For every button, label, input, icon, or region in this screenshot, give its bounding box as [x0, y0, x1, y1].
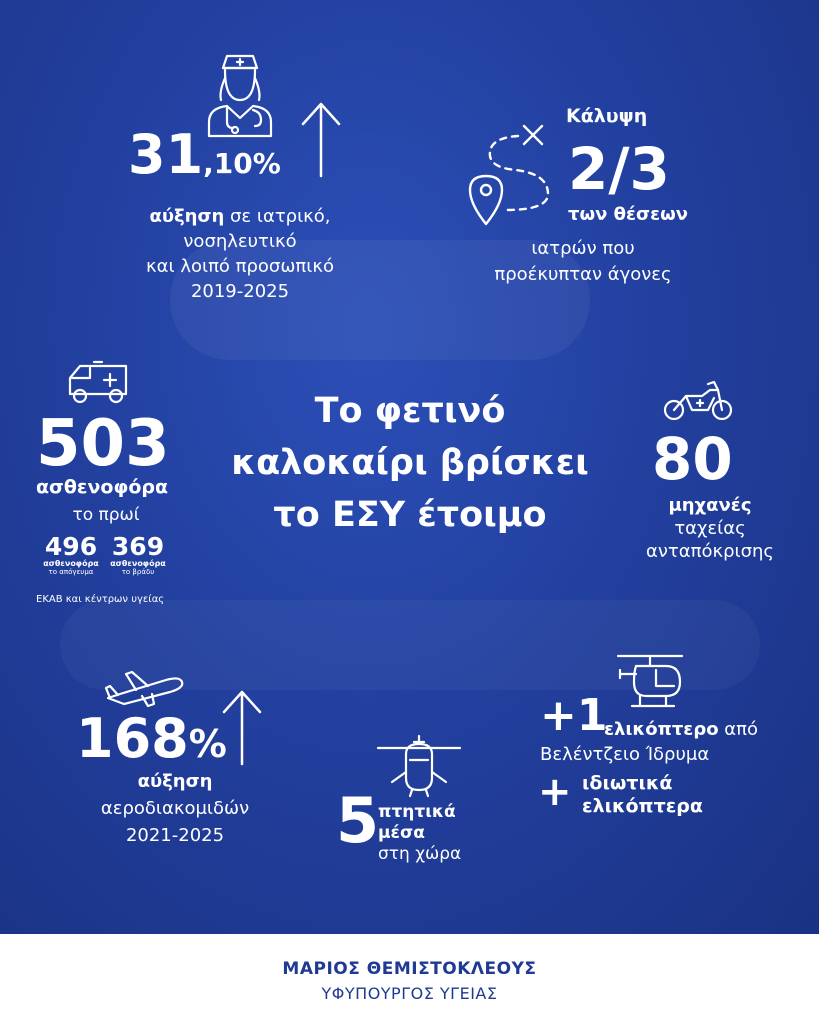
footer-name: ΜΑΡΙΟΣ ΘΕΜΙΣΤΟΚΛΕΟΥΣ — [282, 959, 537, 979]
coverage-caption: ιατρών που προέκυπταν άγονες — [494, 238, 672, 285]
motorbike-number: 80 — [652, 425, 733, 493]
ambulance-icon — [64, 360, 132, 406]
motorbike-caption: μηχανές ταχείας ανταπόκρισης — [646, 495, 774, 562]
footer-role: ΥΦΥΠΟΥΡΓΟΣ ΥΓΕΙΑΣ — [321, 984, 498, 1003]
ambulance-number: 503 — [36, 407, 170, 481]
nurse-icon — [205, 52, 275, 140]
ambulance-note: ΕΚΑΒ και κέντρων υγείας — [36, 594, 165, 605]
coverage-sub: των θέσεων — [568, 204, 688, 225]
motorbike-icon — [662, 378, 734, 424]
private-helicopters: ιδιωτικά ελικόπτερα — [582, 772, 703, 817]
arrow-up-icon — [299, 100, 343, 178]
airplane-icon — [104, 668, 186, 708]
airlift-caption: αύξηση αεροδιακομιδών 2021-2025 — [100, 771, 250, 846]
coverage-title: Κάλυψη — [566, 105, 648, 127]
aircraft-caption: πτητικά μέσα στη χώρα — [378, 802, 462, 864]
coverage-fraction: 2/3 — [568, 135, 670, 203]
helicopter-icon — [616, 652, 684, 712]
helicopter-plus: + — [538, 769, 572, 815]
ambulance-night: 369 ασθενοφόρα το βράδυ — [110, 532, 166, 576]
small-plane-icon — [376, 732, 462, 796]
aircraft-number: 5 — [336, 784, 380, 857]
staff-stat: 31,10% — [128, 123, 281, 186]
airlift-stat: 168% — [76, 707, 227, 770]
map-route-icon — [466, 118, 566, 228]
helicopter-caption: ελικόπτερο από Βελέντζειο Ίδρυμα — [540, 719, 759, 765]
helicopter-plus-one: +1 — [540, 690, 608, 741]
footer — [0, 934, 819, 1024]
ambulance-label: ασθενοφόρα — [36, 476, 169, 498]
ambulance-evening: 496 ασθενοφόρα το απόγευμα — [43, 532, 99, 576]
headline: Το φετινό καλοκαίρι βρίσκει το ΕΣΥ έτοιμο — [231, 391, 589, 535]
staff-caption: αύξηση σε ιατρικό, νοσηλευτικό και λοιπό προσωπικό 2019-2025 — [146, 206, 334, 302]
ambulance-time: το πρωί — [72, 505, 140, 525]
